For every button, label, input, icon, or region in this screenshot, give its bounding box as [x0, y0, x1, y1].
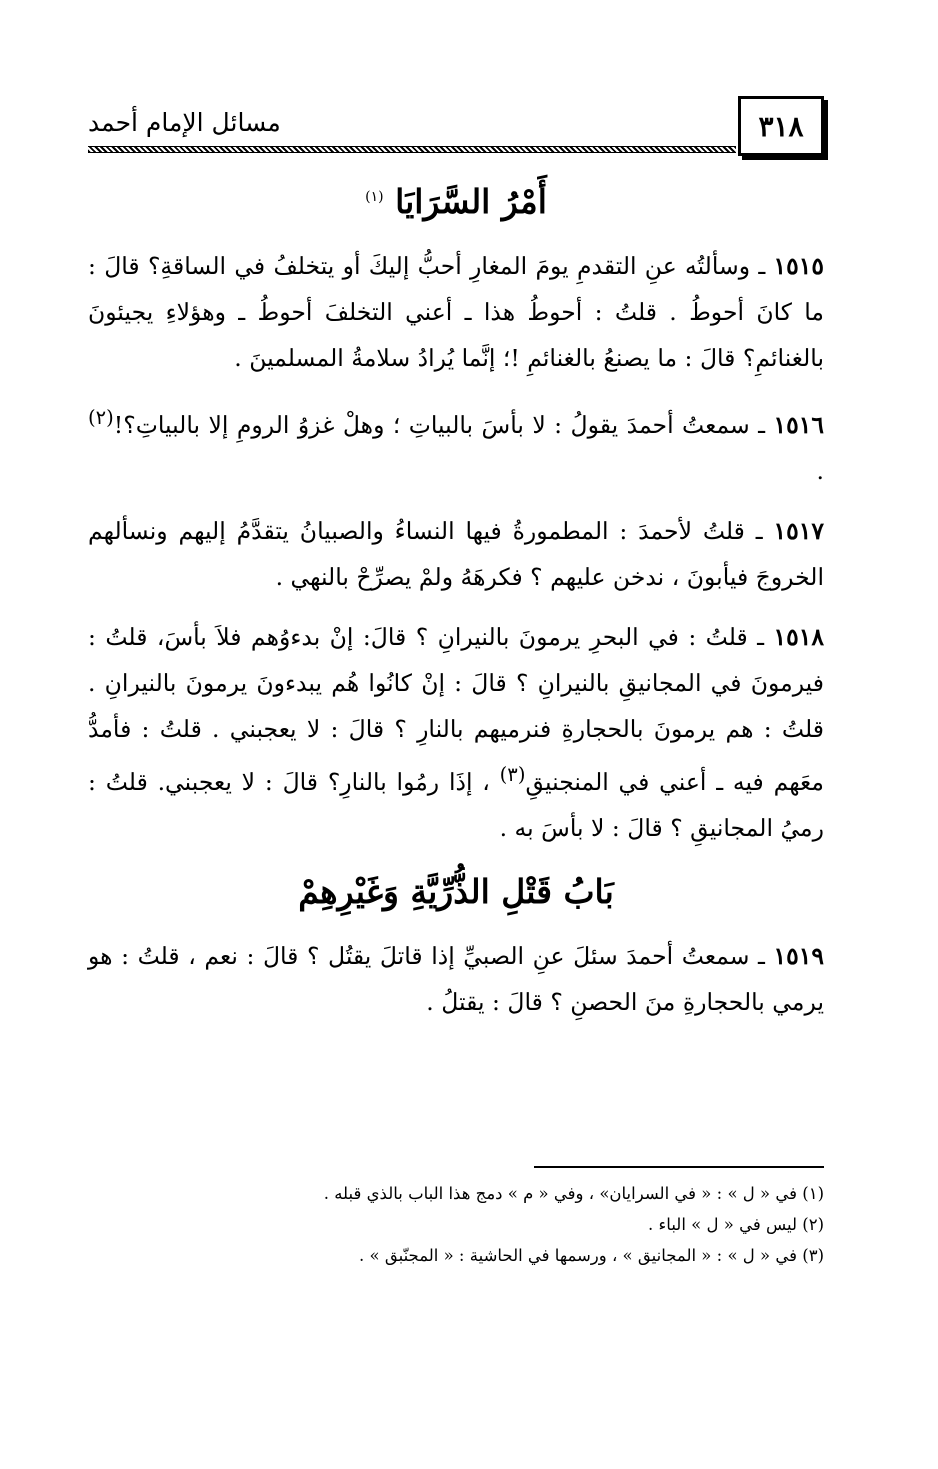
footnote-1: (١) في « ل » : « في السرايان» ، وفي « م » دمج هذا الباب بالذي قبله .: [323, 1184, 824, 1203]
paragraph-number: ١٥١٨: [773, 622, 824, 651]
paragraph-text: ـ قلتُ : في البحرِ يرمونَ بالنيرانِ ؟ قالَ: إنْ بدءوُهم فلاَ بأسَ، قلتُ : فيرمونَ في المجانيقِ بالنيرانِ ؟ قالَ : إنْ كانُوا هُم يبدءونَ يرمونَ بالنيرانِ . قلتُ : هم يرمونَ بالحجارةِ فنرميهم بالنارِ ؟ قالَ : لا يعجبني . قلتُ : فأمدُّ معَهم فيه ـ أعني في المنجنيقِ: [88, 622, 824, 796]
section-heading-saraya: [88, 170, 824, 229]
paragraph-text: ـ سمعتُ أحمدَ يقولُ : لا بأسَ بالبياتِ ؛ وهلْ غزوُ الرومِ إلا بالبياتِ؟!: [113, 410, 766, 439]
paragraph-end: .: [816, 456, 824, 485]
paragraph-text: ـ سمعتُ أحمدَ سئلَ عنِ الصبيِّ إذا قاتلَ يقتُل ؟ قالَ : نعم ، قلتُ : هو يرمي بالحجارةِ منَ الحصنِ ؟ قالَ : يقتلُ .: [88, 941, 824, 1016]
paragraph-1519: [88, 933, 824, 1025]
footnote-divider: [534, 1166, 824, 1168]
paragraph-number: ١٥١٧: [773, 516, 824, 545]
main-text: [88, 170, 824, 1039]
paragraph-1515: [88, 243, 824, 381]
footnote-ref-3: (٣): [499, 762, 526, 786]
paragraph-number: ١٥١٦: [773, 410, 824, 439]
page-header: [88, 96, 824, 158]
section-heading-dhurriya: بَابُ قَتْلِ الذُّرِّيَّةِ وَغَيْرِهِمْ: [298, 871, 614, 911]
footnote-3: (٣) في « ل » : « المجانيق » ، ورسمها في الحاشية : « المجنّبق » .: [359, 1246, 824, 1265]
paragraph-1518: [88, 614, 824, 851]
section-heading-text: أَمْرُ السَّرَايَا: [395, 182, 547, 221]
paragraph-number: ١٥١٥: [773, 252, 824, 280]
paragraph-text: ـ قلتُ لأحمدَ : المطمورةُ فيها النساءُ والصبيانُ يتقدَّمُ إليهم ونسألهم الخروجَ فيأبونَ ، ندخن عليهم ؟ فكرهَهُ ولمْ يصرِّحْ بالنهي .: [88, 516, 824, 591]
paragraph-number: ١٥١٩: [773, 941, 824, 970]
footnotes: [264, 1166, 824, 1271]
header-divider: [88, 146, 736, 153]
page-number: ٣١٨: [738, 96, 824, 156]
paragraph-text: ـ وسألتُه عنِ التقدمِ يومَ المغارِ أحبُّ إليكَ أو يتخلفُ في الساقةِ؟ قالَ : ما كانَ أحوطُ . قلتُ : أحوطُ هذا ـ أعني التخلفَ أحوطُ ـ وهؤلاءِ يجيئونَ بالغنائمِ؟ قالَ : ما يصنعُ بالغنائمِ !؛ إنَّما يُرادُ سلامةُ المسلمينَ .: [88, 252, 824, 372]
footnote-2: (٢) ليس في « ل » الباء .: [648, 1215, 824, 1234]
footnote-ref-1: (١): [365, 189, 384, 205]
book-title: مسائل الإمام أحمد: [88, 108, 281, 137]
paragraph-1517: [88, 508, 824, 600]
paragraph-1516: [88, 395, 824, 494]
footnote-ref-2: (٢): [88, 406, 114, 429]
paragraph-text-continued: ، إذَا رمُوا بالنارِ؟ قالَ : لا يعجبني. قلتُ : رميُ المجانيقِ ؟ قالَ : لا بأسَ به .: [88, 767, 824, 842]
